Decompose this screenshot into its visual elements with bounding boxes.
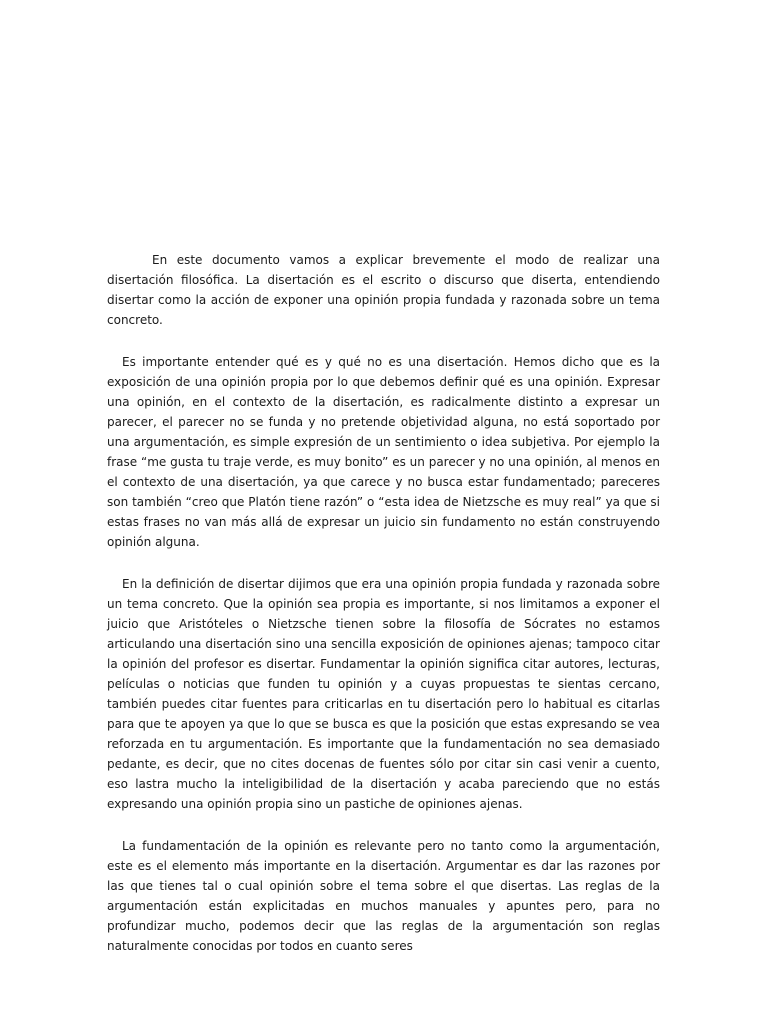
paragraph-opinion-vs-parecer: Es importante entender qué es y qué no es una disertación. Hemos dicho que es la exposición de una opinión propia por lo que debemos definir qué es una opinión. Expresar una opinión, en el contexto de la disertación, es radicalmente distinto a expresar un parecer, el parecer no se funda y no pretende objetividad alguna, no está soportado por una argumentación, es simple expresión de un sentimiento o idea subjetiva. Por ejemplo la frase “me gusta tu traje verde, es muy bonito” es un parecer y no una opinión, al menos en el contexto de una disertación, ya que carece y no busca estar fundamentado; pareceres son también “creo que Platón tiene razón” o “esta idea de Nietzsche es muy real” ya que si estas frases no van más allá de expresar un juicio sin fundamento no están construyendo opinión alguna. <box>107 355 660 549</box>
document-body <box>107 250 660 956</box>
paragraph-fundamentacion: En la definición de disertar dijimos que era una opinión propia fundada y razonada sobre un tema concreto. Que la opinión sea propia es importante, si nos limitamos a exponer el juicio que Aristóteles o Nietzsche tienen sobre la filosofía de Sócrates no estamos articulando una disertación sino una sencilla exposición de opiniones ajenas; tampoco citar la opinión del profesor es disertar. Fundamentar la opinión significa citar autores, lecturas, películas o noticias que funden tu opinión y a cuyas propuestas te sientas cercano, también puedes citar fuentes para criticarlas en tu disertación pero lo habitual es citarlas para que te apoyen ya que lo que se busca es que la posición que estas expresando se vea reforzada en tu argumentación. Es importante que la fundamentación no sea demasiado pedante, es decir, que no cites docenas de fuentes sólo por citar sin casi venir a cuento, eso lastra mucho la inteligibilidad de la disertación y acaba pareciendo que no estás expresando una opinión propia sino un pastiche de opiniones ajenas. <box>107 577 660 811</box>
paragraph-intro: En este documento vamos a explicar brevemente el modo de realizar una disertación filosófica. La disertación es el escrito o discurso que diserta, entendiendo disertar como la acción de exponer una opinión propia fundada y razonada sobre un tema concreto. <box>107 253 660 327</box>
paragraph-argumentacion: La fundamentación de la opinión es relevante pero no tanto como la argumentación, este es el elemento más importante en la disertación. Argumentar es dar las razones por las que tienes tal o cual opinión sobre el tema sobre el que disertas. Las reglas de la argumentación están explicitadas en muchos manuales y apuntes pero, para no profundizar mucho, podemos decir que las reglas de la argumentación son reglas naturalmente conocidas por todos en cuanto seres <box>107 839 660 953</box>
